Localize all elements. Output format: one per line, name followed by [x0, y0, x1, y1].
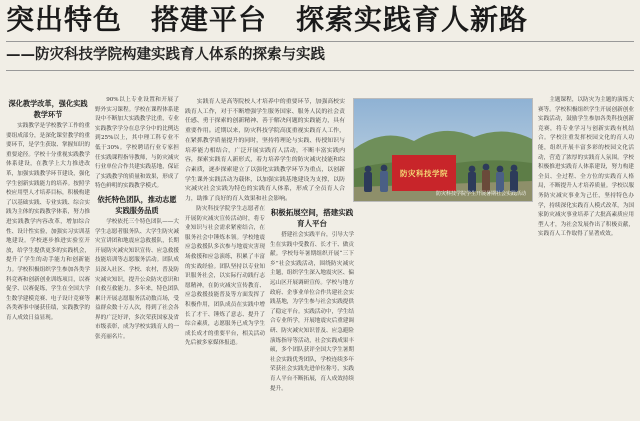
column-4-text: 搭建社会实践平台，引导大学生在实践中受教育、长才干、做贡献。学校每年暑期组织开展“三下乡”社会实践活动，围绕防灾减灾主题，组织学生深入地震灾区、偏远山区开展调研宣传。学校与地方政府、企事业单位合作共建社会实践基地，为学生参与社会实践提供了稳定平台。实践活动中，学生结合专业所学，开展地震灾后重建调研、防灾减灾知识普及、应急避险演练指导等活动，社会实践成果丰硕，多个团队获评全国大学生暑期社会实践优秀团队，学校连续多年荣获社会实践先进单位称号，实践育人平台不断拓展，育人成效持续提升。	[270, 232, 354, 392]
headline: 突出特色 搭建平台 探索实践育人新路	[6, 3, 529, 36]
headline-rule	[6, 41, 634, 42]
column-5	[538, 96, 634, 418]
column-1	[6, 96, 90, 418]
banner-text: 防灾科技学院	[400, 168, 448, 178]
column-3-text: 防灾科技学院学生志愿者在开展防灾减灾宣传活动时，将专业知识与社会需求紧密结合，在服务社会中锤炼本领。学校地震应急救援队多次参与地震灾害现场救援和应急演练，积累了丰富的实战经验。团队坚持以专业知识服务社会，以实际行动践行志愿精神，在防灾减灾宣传教育、应急救援技能普及等方面发挥了积极作用，团队成员在实践中增长了才干、锤炼了意志、提升了综合素质，志愿服务已成为学生成长成才的重要平台，相关活动先后被多家媒体报道。	[185, 206, 265, 347]
subheadline: ——防灾科技学院构建实践育人体系的探索与实践	[6, 47, 325, 63]
photo-caption: 防灾科技学院学生开展暑期社会实践活动	[435, 191, 526, 197]
section-heading-3: 积极拓展空间，搭建实践育人平台	[270, 208, 354, 228]
banner-label-box	[392, 155, 456, 191]
section-heading-2: 依托特色团队，推动志愿实践服务品质	[97, 194, 177, 215]
column-1-text: 实践教学是学校教学工作的重要组成部分，是深化课堂教学的重要环节，是学生获取、掌握知识的重要途径。学校十分重视实践教学体系建设，在教学上大力推进改革，加强实践教学环节建设，强化学生创新实践能力的培养。按照学校应用型人才培养目标，积极构建了以基础实践、专业实践、综合实践为主体的实践教学体系，努力推进实践教学内容改革，增加综合性、设计性实验，加强实习实训基地建设。学校逐步推进实验室开放，给学生提供更多的实践机会，提升了学生的动手能力和创新能力。学校积极组织学生参加各类学科竞赛和创新创业训练项目，以赛促学、以赛促练，学生在全国大学生数学建模竞赛、电子设计竞赛等各类赛事中屡获佳绩，实践教学的育人成效日益显现。	[6, 123, 90, 321]
subheadline-rule	[6, 70, 634, 71]
column-2-text-b: 学校依托三个特色团队——大学生志愿者服务队、大学生防灾减灾宣讲团和地震应急救援队，长期开展防灾减灾知识宣传、应急救援技能培训等志愿服务活动。团队成员深入社区、学校、农村，普及防灾减灾知识，提升公众防灾意识和自救互救能力。多年来，特色团队累计开展志愿服务活动数百场，受益群众数十万人次，得到了社会各界的广泛好评，多次荣获国家及省市级表彰，成为学校实践育人的一张亮丽名片。	[95, 218, 179, 341]
column-2	[95, 96, 179, 418]
lead-text: 实践育人是高等院校人才培养中的重要环节，加强高校实践育人工作，对于不断增强学生服务国家、服务人民的社会责任感、勇于探索的创新精神、善于解决问题的实践能力，具有重要作用。近期以来，防灾科技学院高度重视实践育人工作，在紧抓教学质量提升的同时，坚持将理论与实践、传授知识与培养能力相结合，广泛开展实践育人活动，不断丰富实践内容，探索实践育人新形式，着力培养学生的防灾减灾技能和综合素质，逐步探索建立了以强化实践教学环节为重点，以创新学生课外实践活动为载体，以加强实践基地建设为支撑，以防灾减灾社会实践为特色的实践育人体系，形成了全员育人合力，助推了良好的育人效果和社会影响。	[185, 99, 345, 203]
column-2-text-a: 90%以上专业设置和开展了野外实习课程。学校在课程体系建设中不断加大实践教学比重，专业实践教学学分在总学分中的比例达到25%以上，其中理工科专业不低于30%。学校聘请行业专家担任实践课程指导教师，与防灾减灾行业单位合作共建实践基地，保证了实践教学的质量和效果，形成了特色鲜明的实践教学模式。	[95, 97, 179, 190]
section-heading-1: 深化教学改革，强化实践教学环节	[8, 99, 88, 119]
column-3	[185, 205, 265, 418]
column-5-text: 主题课程，以防灾为主题的演练大赛等。学校积极组织学生开展创新创业实践活动，鼓励学生参加各类科技创新竞赛，将专业学习与创新实践有机结合。学校注重发挥校园文化的育人功能，组织开展丰富多彩的校园文化活动，营造了浓厚的实践育人氛围。学校积极推进实践育人体系建设，努力构建全员、全过程、全方位的实践育人格局，不断提升人才培养质量。学校以服务防灾减灾事业为己任，坚持特色办学，持续深化实践育人模式改革，为国家防灾减灾事业培养了大批高素质应用型人才，为社会发展作出了积极贡献，实践育人工作取得了显著成效。	[538, 97, 634, 238]
lead-paragraph	[185, 98, 345, 203]
column-4	[270, 205, 354, 418]
article-photo	[353, 98, 533, 202]
